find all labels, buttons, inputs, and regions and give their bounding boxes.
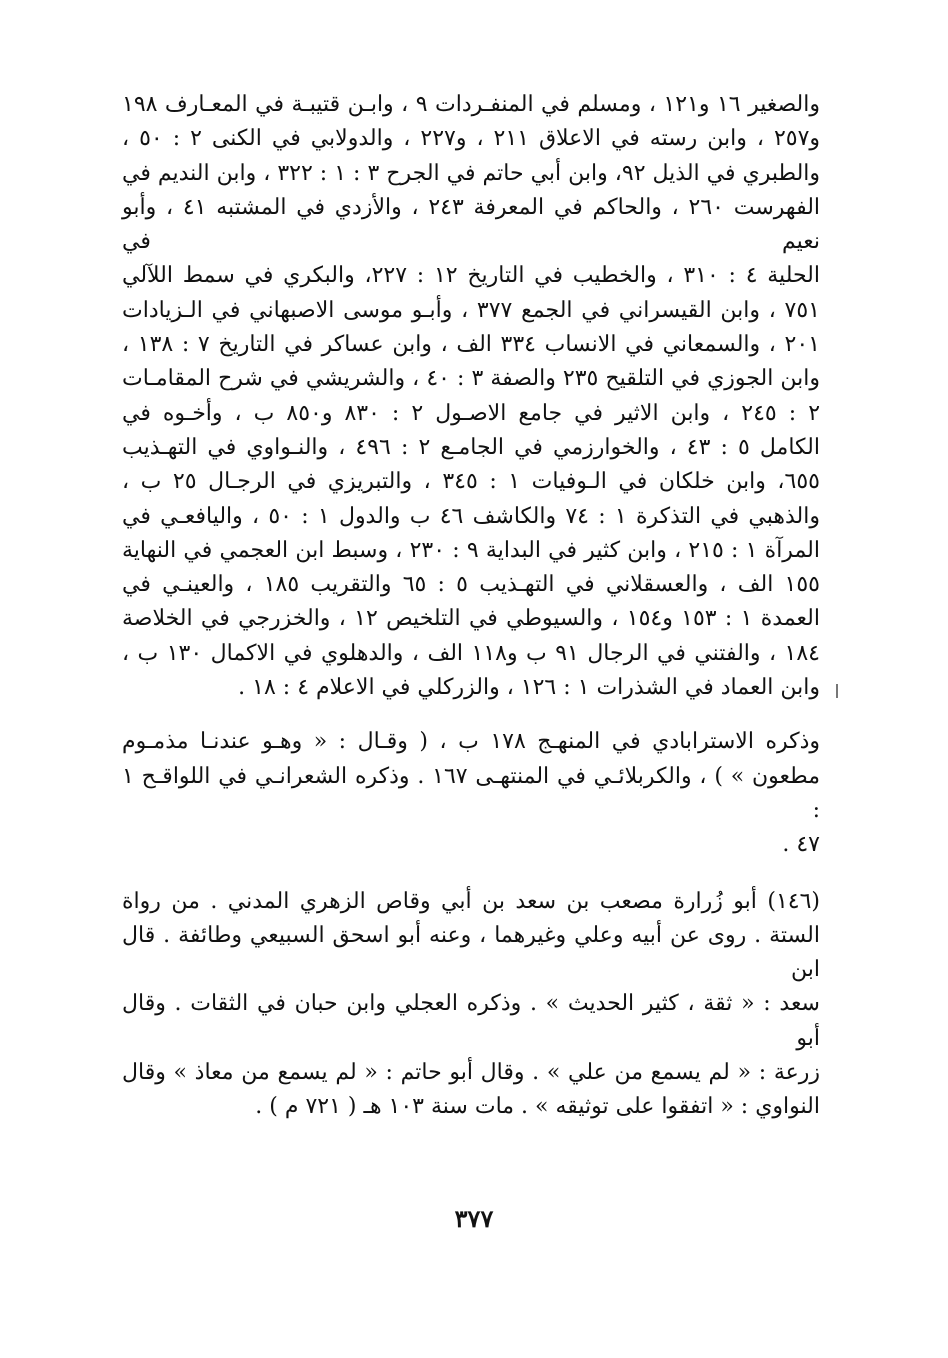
text-line: و٢٥٧ ، وابن رسته في الاعلاق ٢١١ ، و٢٢٧ ، والدولابي في الكنى ٢ : ٥٠ ، [122,126,821,152]
page-number: ٣٧٧ [454,1204,494,1233]
text-line: ١٨٤ ، والفتني في الرجال ٩١ ب و١١٨ الف ، والدهلوي في الاكمال ١٣٠ ب ، [122,640,820,666]
text-line: والطبري في الذيل ٩٢، وابن أبي حاتم في الجرح ٣ : ١ : ٣٢٢ ، وابن النديم في [122,160,821,186]
paragraph-references [122,88,820,705]
text-line: وابن العماد في الشذرات ١ : ١٢٦ ، والزركلي في الاعلام ٤ : ١٨ . [238,675,820,701]
scan-speck [836,684,838,698]
text-line: العمدة ١ : ١٥٣ و١٥٤ ، والسيوطي في التلخيص ١٢ ، والخزرجي في الخلاصة [122,606,820,632]
text-line: زرعة : « لم يسمع من علي » . وقال أبو حاتم : « لم يسمع من معاذ » وقال [122,1060,820,1086]
text-line: ٢ : ٢٤٥ ، وابن الاثير في جامع الاصـول ٢ : ٨٣٠ و٨٥٠ ب ، وأخـوه في [122,400,821,426]
text-line: المرآة ١ : ٢١٥ ، وابن كثير في البداية ٩ : ٢٣٠ ، وسبط ابن العجمي في النهاية [122,537,820,563]
page-body [122,88,820,1125]
text-line: وذكره الاسترابادي في المنهـج ١٧٨ ب ، ( وقـال : « وهـو عندنـا مذمـوم [122,729,821,755]
text-line: (١٤٦) أبو زُرارة مصعب بن سعد بن أبي وقاص الزهري المدني . من رواة [122,888,820,914]
text-line: ٦٥٥، وابن خلكان في الـوفيات ١ : ٣٤٥ ، والتبريزي في الرجـال ٢٥ ب ، [122,469,820,495]
text-line: والصغير ١٦ و١٢١ ، ومسلم في المنفـردات ٩ ، وابـن قتيبـة في المعـارف ١٩٨ [122,92,820,117]
text-line: والذهبي في التذكرة ١ : ٧٤ والكاشف ٤٦ ب والدول ١ : ٥٠ ، واليافعـي في [122,503,820,529]
paragraph-astarabadi [122,725,820,862]
paragraph-spacer [122,705,820,725]
text-line: النواوي : « اتفقوا على توثيقه » . مات سنة ١٠٣ هـ ( ٧٢١ م ) . [255,1094,820,1120]
text-line: ٧٥١ ، وابن القيسراني في الجمع ٣٧٧ ، وأبـو موسى الاصبهاني في الـزيادات [122,297,820,323]
paragraph-spacer [122,863,820,885]
paragraph-entry-146 [122,885,820,1125]
text-line: الكامل ٥ : ٤٣ ، والخوارزمي في الجامـع ٢ : ٤٩٦ ، والنـواوي في التهـذيب [122,434,821,460]
text-line: الفهرست ٢٦٠ ، والحاكم في المعرفة ٢٤٣ ، والأزدي في المشتبه ٤١ ، وأبو نعيم في [122,194,821,255]
text-line: ٢٠١ ، والسمعاني في الانساب ٣٣٤ الف ، وابن عساكر في التاريخ ٧ : ١٣٨ ، [122,332,820,358]
text-line: ١٥٥ الف ، والعسقلاني في التهـذيب ٥ : ٦٥ والتقريب ١٨٥ ، والعينـي في [122,572,820,598]
text-line: الستة . روى عن أبيه وعلي وغيرهما ، وعنه أبو اسحق السبيعي وطائفة . قال ابن [122,922,820,983]
text-line: مطعون » ) ، والكربلائـي في المنتهـى ١٦٧ . وذكره الشعرانـي في اللواقـح ١ : [122,763,820,823]
text-line: سعد : « ثقة ، كثير الحديث » . وذكره العجلي وابن حبان في الثقات . وقال أبو [122,991,820,1051]
text-line: وابن الجوزي في التلقيح ٢٣٥ والصفة ٣ : ٤٠ ، والشريشي في شرح المقامـات [122,366,820,392]
text-line: الحلية ٤ : ٣١٠ ، والخطيب في التاريخ ١٢ : ٢٢٧، والبكري في سمط اللآلي [122,263,820,289]
text-line: ٤٧ . [782,832,820,858]
